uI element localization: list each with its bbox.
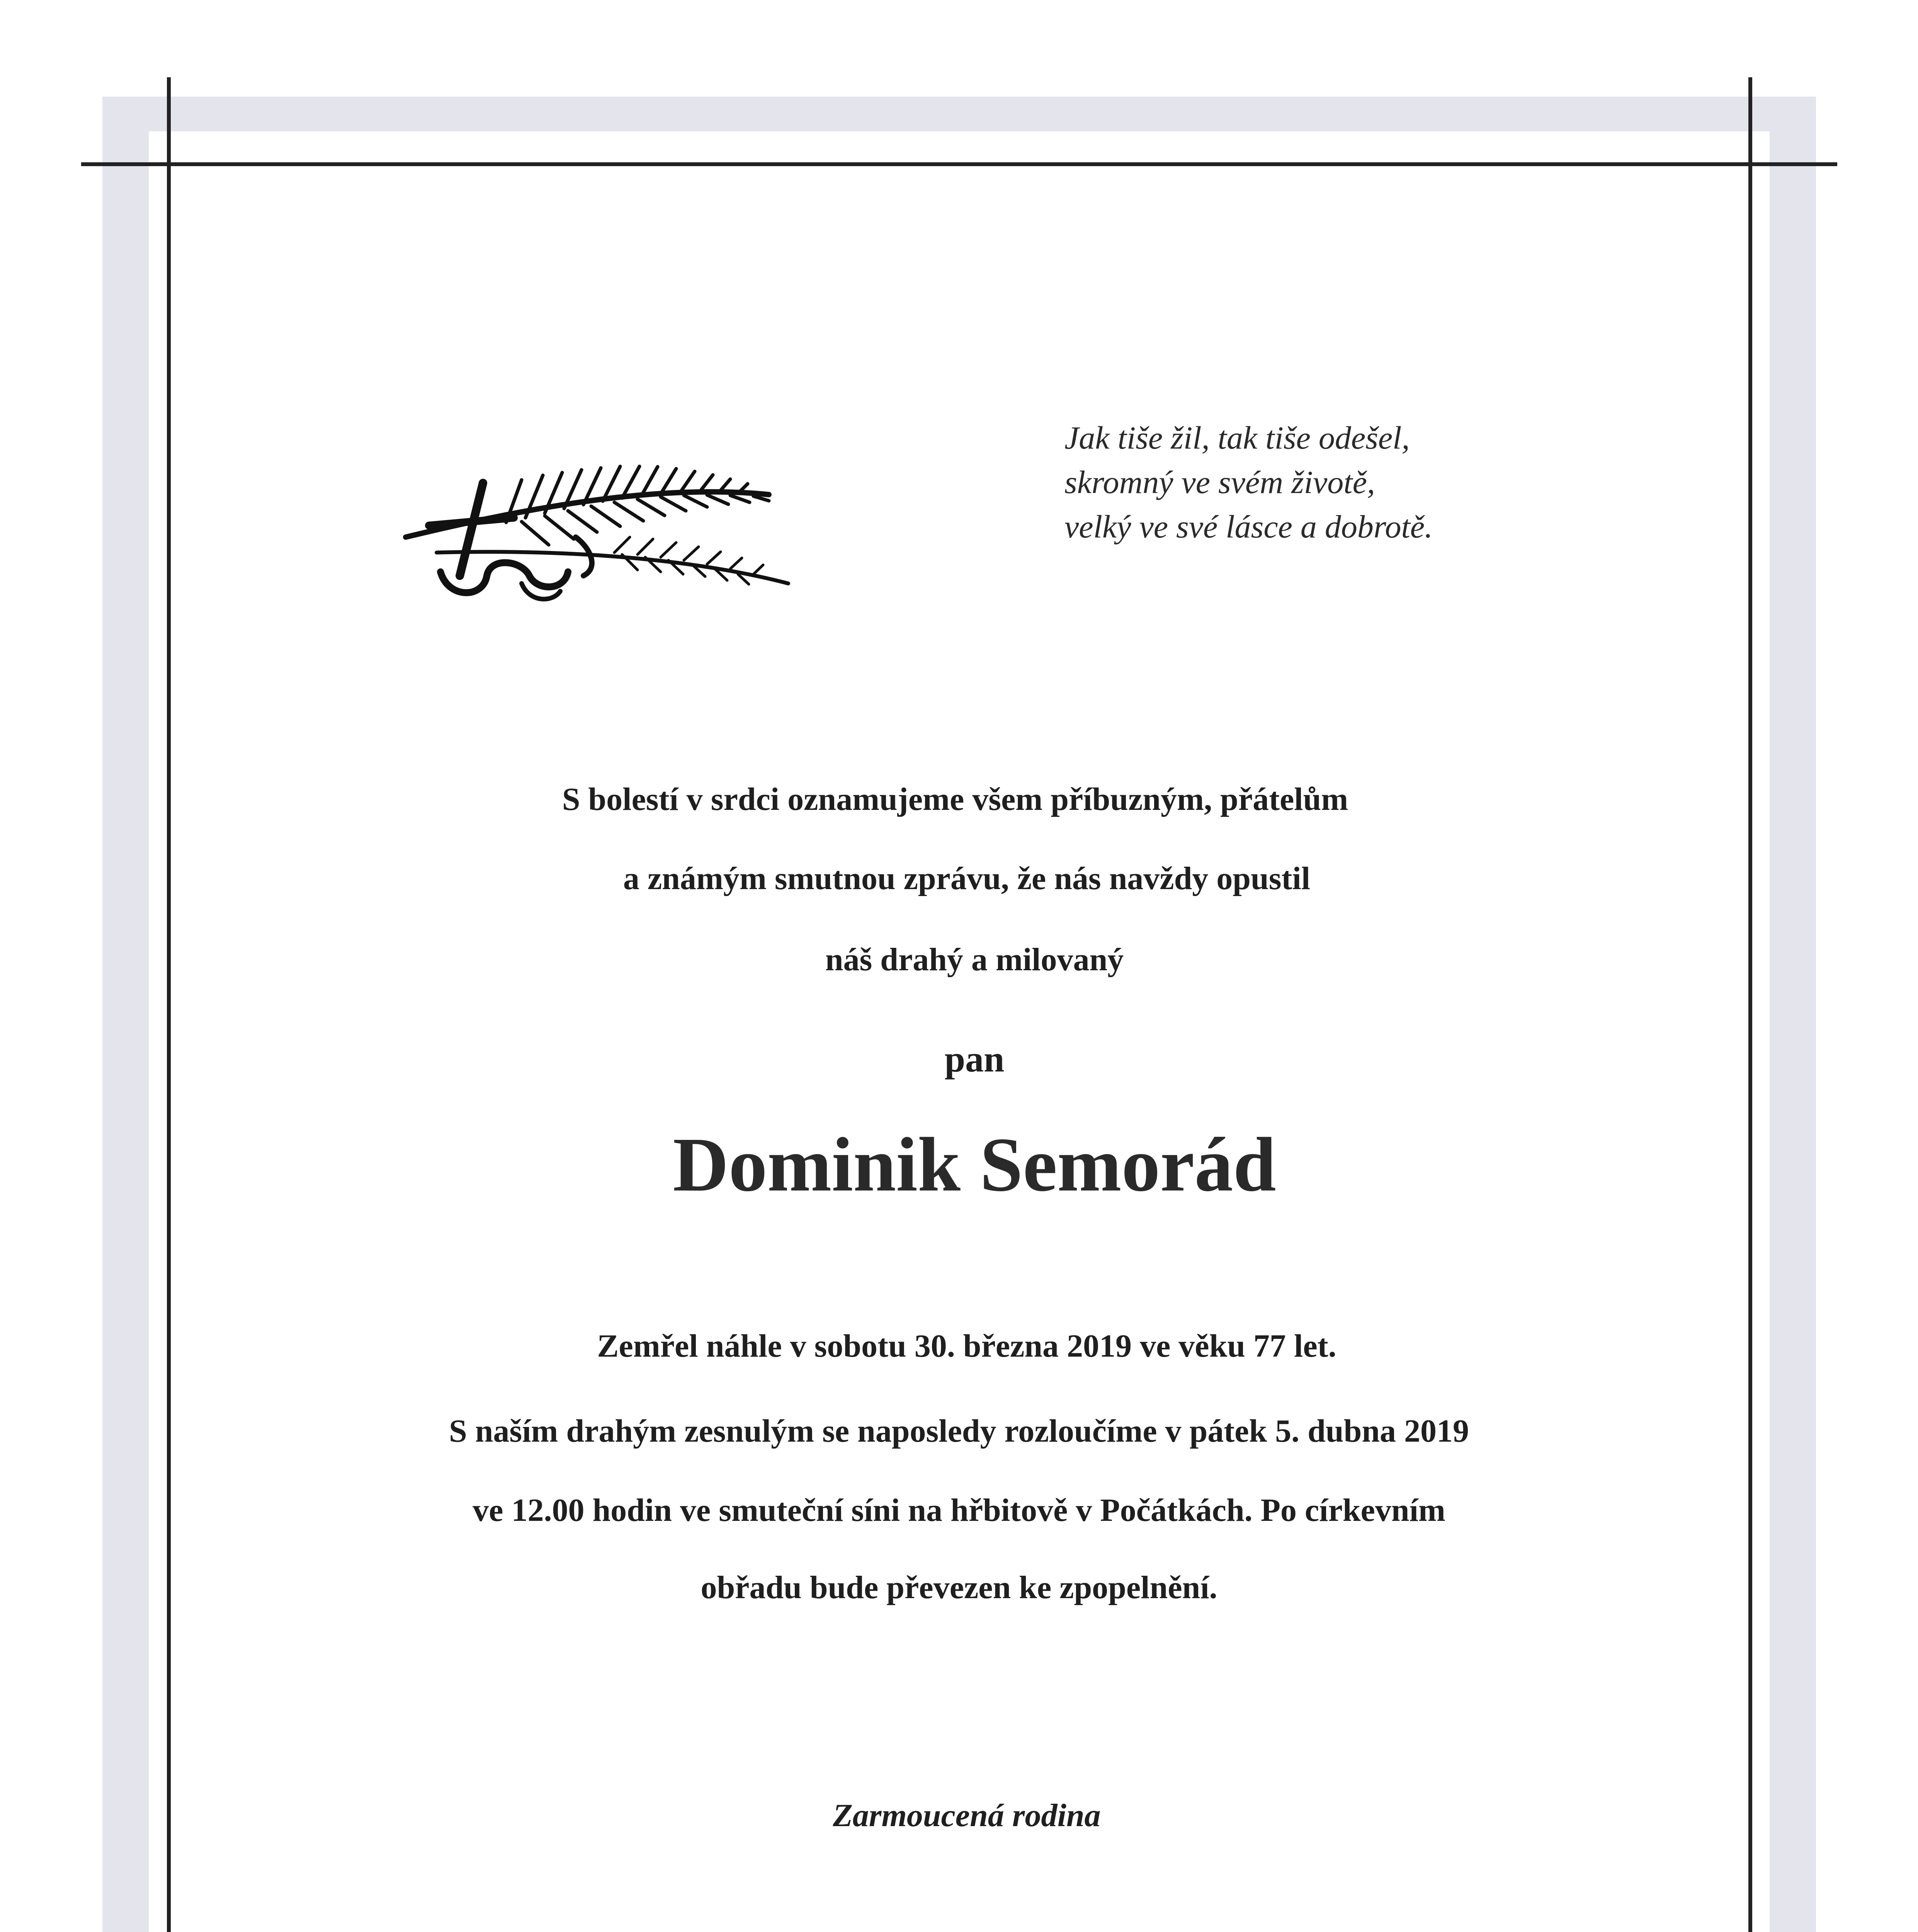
frame-band-right <box>1770 97 1816 1932</box>
announcement-line-1: S bolestí v srdci oznamujeme všem příbuzným, přátelům <box>562 781 1348 817</box>
frame-line-left <box>167 77 171 1932</box>
deceased-name: Dominik Semorád <box>673 1122 1276 1208</box>
frame-line-top <box>81 162 1837 166</box>
verse-line-2: skromný ve svém životě, <box>1064 464 1375 500</box>
details-line-2: S naším drahým zesnulým se naposledy rozloučíme v pátek 5. dubna 2019 <box>449 1413 1469 1449</box>
frame-band-left <box>102 97 149 1932</box>
announcement-line-3: náš drahý a milovaný <box>825 942 1124 978</box>
details-line-1: Zemřel náhle v sobotu 30. března 2019 ve věku 77 let. <box>597 1328 1336 1364</box>
family-signature: Zarmoucená rodina <box>833 1798 1101 1833</box>
details-line-3: ve 12.00 hodin ve smuteční síni na hřbitově v Počátkách. Po církevním <box>473 1492 1445 1528</box>
verse-line-1: Jak tiše žil, tak tiše odešel, <box>1064 420 1410 456</box>
honorific-title: pan <box>944 1038 1005 1080</box>
frame-band-top <box>102 97 1816 131</box>
announcement-line-2: a známým smutnou zprávu, že nás navždy opustil <box>623 861 1311 896</box>
frame-line-right <box>1748 77 1752 1932</box>
details-line-4: obřadu bude převezen ke zpopelnění. <box>701 1570 1217 1605</box>
palm-branch-with-cross-and-ribbon-icon <box>383 421 854 603</box>
verse-line-3: velký ve své lásce a dobrotě. <box>1064 509 1433 545</box>
